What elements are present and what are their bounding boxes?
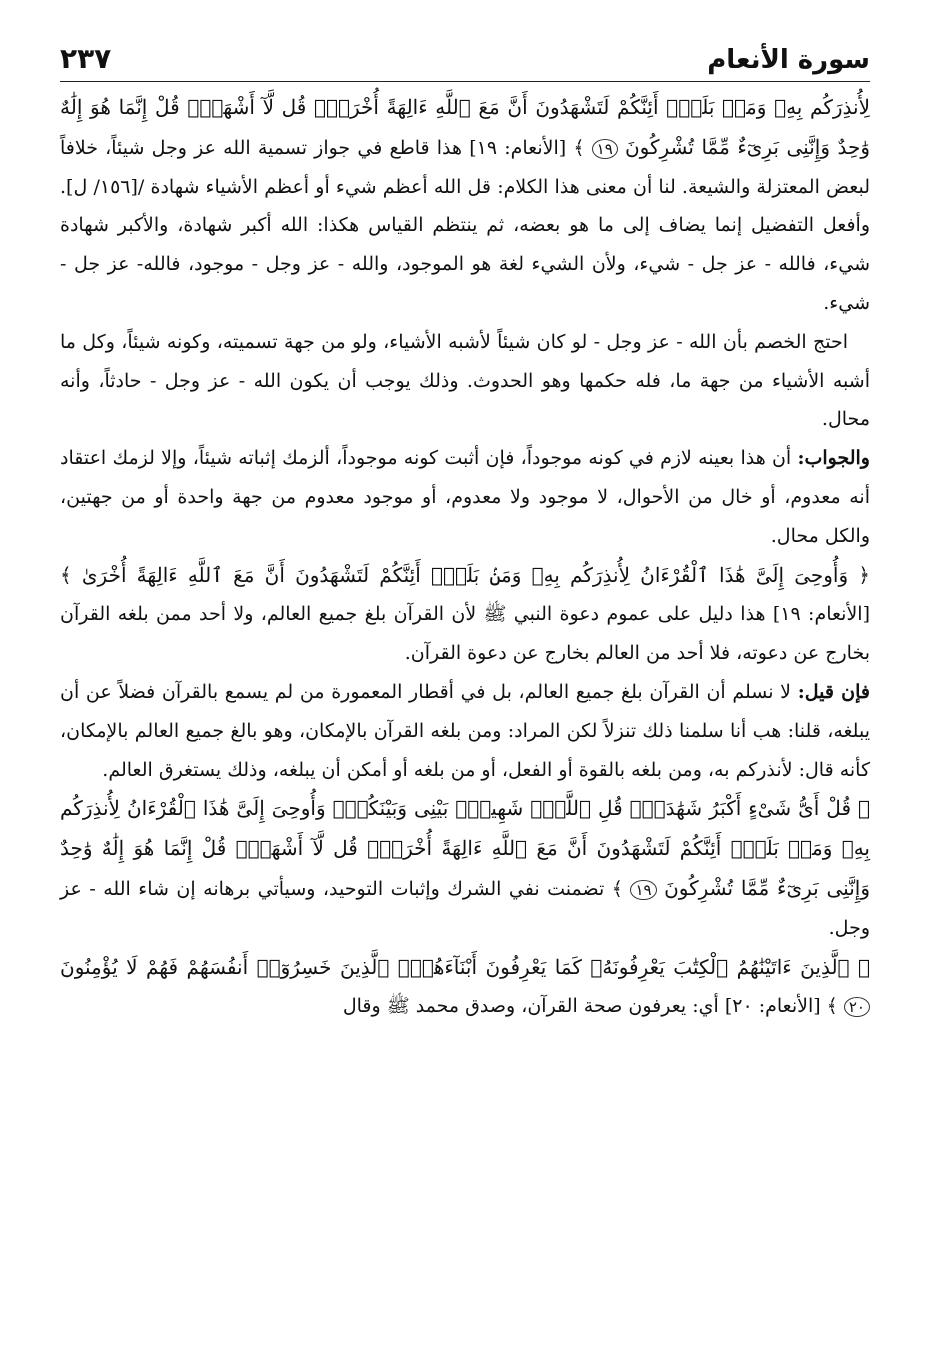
commentary-text: [الأنعام: ١٩] هذا دليل على عموم دعوة النبي ﷺ لأن القرآن بلغ جميع العالم، ولا أحد ممن بلغه القرآن بخارج عن دعوته، فلا أحد من العالم بخارج عن دعوة القرآن. (60, 603, 870, 665)
commentary-text: ﴾ [الأنعام: ٢٠] أي: يعرفون صحة القرآن، وصدق محمد ﷺ وقال (342, 995, 838, 1018)
paragraph-7 (60, 948, 870, 1027)
commentary-text: أن هذا بعينه لازم في كونه موجوداً، فإن أثبت كونه موجوداً، ألزمك إثباته شيئاً، وإلا لزمك اعتقاد أنه معدوم، أو خال من الأحوال، لا موجود ولا معدوم، أو موجود معدوم من جهة واحدة أو من جهتين، والكل محال. (60, 447, 870, 547)
commentary-text: احتج الخصم بأن الله - عز وجل - لو كان شيئاً لأشبه الأشياء، ولو من جهة تسميته، وكونه شيئاً، وكل ما أشبه الأشياء من جهة ما، فله حكمها وهو الحدوث. وذلك يوجب أن يكون الله - عز وجل - حادثاً، وأنه محال. (60, 330, 870, 431)
paragraph-2 (60, 323, 870, 439)
paragraph-4 (60, 556, 870, 673)
quran-verse: ﴿ ٱلَّذِينَ ءَاتَيْنَٰهُمُ ٱلْكِتَٰبَ يَعْرِفُونَهُۥ كَمَا يَعْرِفُونَ أَبْنَآءَهُمُۘ ٱلَّذِينَ خَسِرُوٓا۟ أَنفُسَهُمْ فَهُمْ لَا يُؤْمِنُونَ (60, 954, 870, 979)
page-body (60, 88, 870, 1026)
quran-verse: ﴿ وَأُوحِىَ إِلَىَّ هَٰذَا ٱلْقُرْءَانُ لِأُنذِرَكُم بِهِۦ وَمَنۢ بَلَغَۚ أَئِنَّكُمْ لَتَشْهَدُونَ أَنَّ مَعَ ٱللَّهِ ءَالِهَةً أُخْرَىٰ ﴾ (60, 562, 870, 587)
surah-title: سورة الأنعام (707, 45, 870, 75)
ayah-number-marker: ٢٠ (844, 997, 870, 1017)
ayah-number-marker: ١٩ (592, 139, 618, 159)
paragraph-6 (60, 789, 870, 947)
quran-verse: لِأُنذِرَكُم بِهِۦ وَمَنۢ بَلَغَۚ أَئِنَّكُمْ لَتَشْهَدُونَ أَنَّ مَعَ ٱللَّهِ ءَالِهَةً أُخْرَىٰۚ قُل لَّآ أَشْهَدُۚ قُلْ إِنَّمَا هُوَ إِلَٰهٌ وَٰحِدٌ وَإِنَّنِى بَرِىٓءٌ مِّمَّا تُشْرِكُونَ (60, 95, 870, 159)
page-number: ٢٣٧ (60, 42, 112, 75)
commentary-text: ﴾ [الأنعام: ١٩] هذا قاطع في جواز تسمية الله عز وجل شيئاً، خلافاً لبعض المعتزلة والشيعة. لنا أن معنى هذا الكلام: قل الله أعظم شيء أو أعظم الأشياء شهادة /[١٥٦/ ل]. وأفعل التفضيل إنما يضاف إلى ما هو بعضه، ثم ينتظم القياس هكذا: الله أكبر شهادة، والأكبر شهادة شيء، فالله - عز جل - شيء، ولأن الشيء لغة هو الموجود، والله - عز وجل - موجود، فالله- عز جل - شيء. (60, 136, 870, 314)
commentary-text: ﴾ تضمنت نفي الشرك وإثبات التوحيد، وسيأتي برهانه إن شاء الله - عز وجل. (60, 877, 870, 939)
answer-lead: والجواب: (797, 447, 870, 470)
objection-lead: فإن قيل: (797, 680, 870, 703)
book-page (60, 30, 870, 1350)
paragraph-1 (60, 88, 870, 323)
ayah-number-marker: ١٩ (630, 880, 656, 900)
quran-verse: ﴿ قُلْ أَىُّ شَىْءٍ أَكْبَرُ شَهَٰدَةًۖ قُلِ ٱللَّهُۖ شَهِيدٌۢ بَيْنِى وَبَيْنَكُمْۚ وَأُوحِىَ إِلَىَّ هَٰذَا ٱلْقُرْءَانُ لِأُنذِرَكُم بِهِۦ وَمَنۢ بَلَغَۚ أَئِنَّكُمْ لَتَشْهَدُونَ أَنَّ مَعَ ٱللَّهِ ءَالِهَةً أُخْرَىٰۚ قُل لَّآ أَشْهَدُۚ قُلْ إِنَّمَا هُوَ إِلَٰهٌ وَٰحِدٌ وَإِنَّنِى بَرِىٓءٌ مِّمَّا تُشْرِكُونَ (60, 796, 871, 900)
paragraph-5 (60, 673, 870, 789)
paragraph-3 (60, 439, 870, 555)
commentary-text: لا نسلم أن القرآن بلغ جميع العالم، بل في أقطار المعمورة من لم يسمع بالقرآن فضلاً عن أن يبلغه، قلنا: هب أنا سلمنا ذلك تنزلاً لكن المراد: ومن بلغه القرآن بالإمكان، وهو بالغ جميع العالم بالإمكان، كأنه قال: لأنذركم به، ومن بلغه بالقوة أو الفعل، أو من بلغه أو أمكن أن يبلغه، وذلك يستغرق العالم. (60, 680, 870, 781)
page-header (60, 30, 870, 82)
